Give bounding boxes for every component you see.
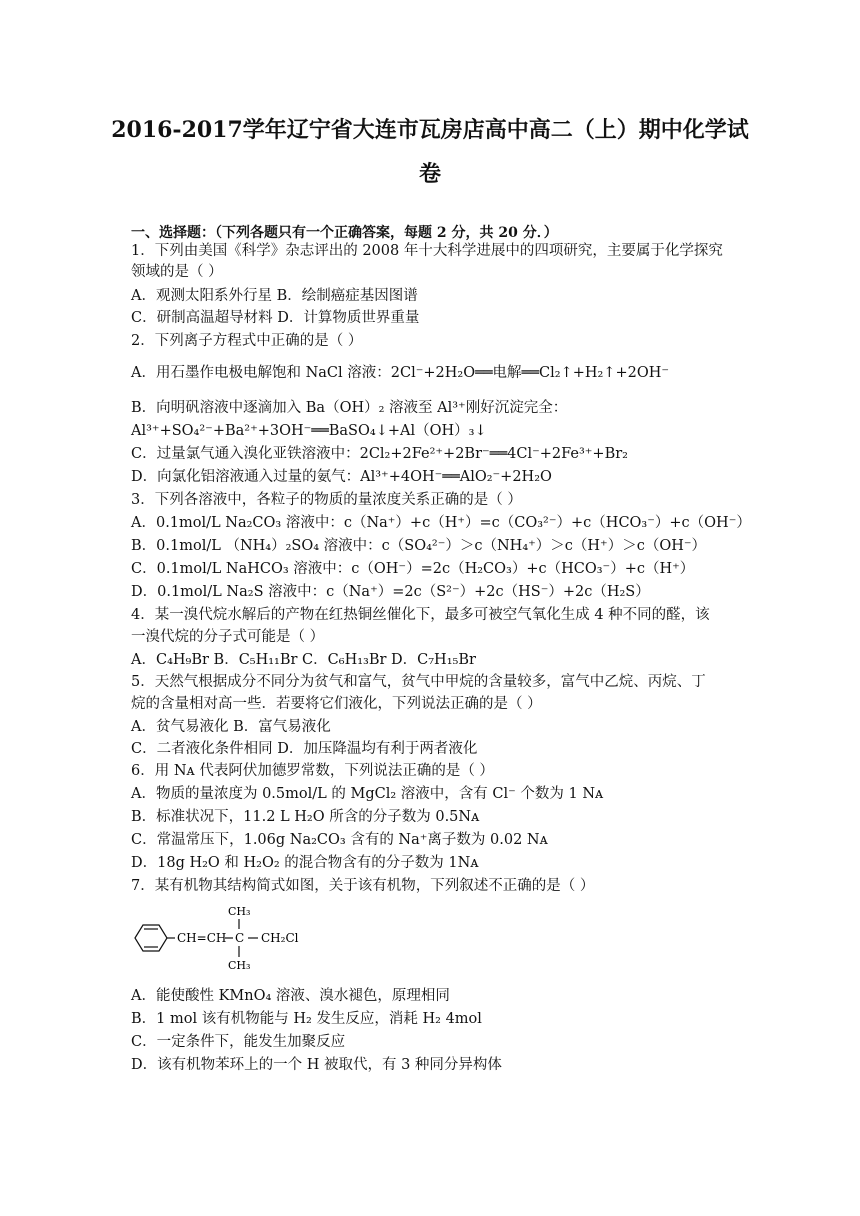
text-line: A．用石墨作电极电解饱和 NaCl 溶液：2Cl⁻+2H₂O══电解══Cl₂↑+H₂↑+2OH⁻ — [131, 365, 670, 381]
text-line: A．C₄H₉Br B．C₅H₁₁Br C．C₆H₁₃Br D．C₇H₁₅Br — [131, 652, 476, 668]
text-line: C．0.1mol/L NaHCO₃ 溶液中：c（OH⁻）=2c（H₂CO₃）+c（HCO₃⁻）+c（H⁺） — [131, 561, 695, 577]
text-line: B．向明矾溶液中逐滴加入 Ba（OH）₂ 溶液至 Al³⁺刚好沉淀完全： — [131, 400, 568, 416]
option-line: C．一定条件下，能发生加聚反应 — [131, 1034, 346, 1050]
top-methyl: CH₃ — [228, 905, 251, 918]
text-line: D．向氯化铝溶液通入过量的氨气：Al³⁺+4OH⁻══AlO₂⁻+2H₂O — [131, 469, 552, 485]
section-heading: 一、选择题：（下列各题只有一个正确答案，每题 2 分，共 20 分．） — [131, 225, 558, 241]
text-line: 3．下列各溶液中，各粒子的物质的量浓度关系正确的是（ ） — [131, 492, 522, 508]
right-group: CH₂Cl — [261, 931, 299, 945]
text-line: C．过量氯气通入溴化亚铁溶液中：2Cl₂+2Fe²⁺+2Br⁻══4Cl⁻+2Fe³⁺+Br₂ — [131, 446, 628, 462]
text-line: A．0.1mol/L Na₂CO₃ 溶液中：c（Na⁺）+c（H⁺）=c（CO₃²⁻）+c（HCO₃⁻）+c（OH⁻） — [131, 515, 751, 531]
text-line: 烷的含量相对高一些．若要将它们液化，下列说法正确的是（ ） — [131, 696, 542, 712]
bottom-methyl: CH₃ — [228, 959, 251, 972]
exam-title-line2: 卷 — [418, 161, 441, 187]
text-line: D．18g H₂O 和 H₂O₂ 的混合物含有的分子数为 1Nᴀ — [131, 855, 479, 871]
text-line: Al³⁺+SO₄²⁻+Ba²⁺+3OH⁻══BaSO₄↓+Al（OH）₃↓ — [131, 423, 487, 439]
text-line: C．研制高温超导材料 D．计算物质世界重量 — [131, 310, 420, 326]
text-line: A．贫气易液化 B．富气易液化 — [131, 719, 331, 735]
exam-title-line1: 2016-2017学年辽宁省大连市瓦房店高中高二（上）期中化学试 — [111, 117, 749, 143]
text-line: 1．下列由美国《科学》杂志评出的 2008 年十大科学进展中的四项研究，主要属于化学探究 — [131, 243, 723, 259]
option-line: D．该有机物苯环上的一个 H 被取代，有 3 种同分异构体 — [131, 1057, 502, 1073]
text-line: B．标准状况下，11.2 L H₂O 所含的分子数为 0.5Nᴀ — [131, 809, 480, 825]
option-line: A．能使酸性 KMnO₄ 溶液、溴水褪色，原理相同 — [131, 988, 450, 1004]
option-line: B．1 mol 该有机物能与 H₂ 发生反应，消耗 H₂ 4mol — [131, 1011, 482, 1027]
text-line: 6．用 Nᴀ 代表阿伏加德罗常数，下列说法正确的是（ ） — [131, 763, 494, 779]
chain-text: CH=CH — [177, 931, 227, 945]
text-line: C．常温常压下，1.06g Na₂CO₃ 含有的 Na⁺离子数为 0.02 Nᴀ — [131, 832, 548, 848]
text-line: C．二者液化条件相同 D．加压降温均有利于两者液化 — [131, 741, 478, 757]
text-line: 4．某一溴代烷水解后的产物在红热铜丝催化下，最多可被空气氧化生成 4 种不同的醛，该 — [131, 607, 710, 623]
benzene-ring-icon — [135, 925, 167, 951]
text-line: 7．某有机物其结构简式如图，关于该有机物，下列叙述不正确的是（ ） — [131, 878, 595, 894]
text-line: 2．下列离子方程式中正确的是（ ） — [131, 333, 363, 349]
text-line: 领域的是（ ） — [131, 264, 223, 280]
text-line: 5．天然气根据成分不同分为贫气和富气，贫气中甲烷的含量较多，富气中乙烷、丙烷、丁 — [131, 674, 706, 690]
text-line: 一溴代烷的分子式可能是（ ） — [131, 629, 325, 645]
text-line: D．0.1mol/L Na₂S 溶液中：c（Na⁺）=2c（S²⁻）+2c（HS⁻）+2c（H₂S） — [131, 584, 650, 600]
center-atom: C — [235, 931, 245, 945]
text-line: A．物质的量浓度为 0.5mol/L 的 MgCl₂ 溶液中，含有 Cl⁻ 个数为 1 Nᴀ — [131, 786, 604, 802]
structural-formula — [131, 903, 331, 973]
text-line: A．观测太阳系外行星 B．绘制癌症基因图谱 — [131, 288, 418, 304]
text-line: B．0.1mol/L （NH₄）₂SO₄ 溶液中：c（SO₄²⁻）＞c（NH₄⁺）＞c（H⁺）＞c（OH⁻） — [131, 538, 707, 554]
